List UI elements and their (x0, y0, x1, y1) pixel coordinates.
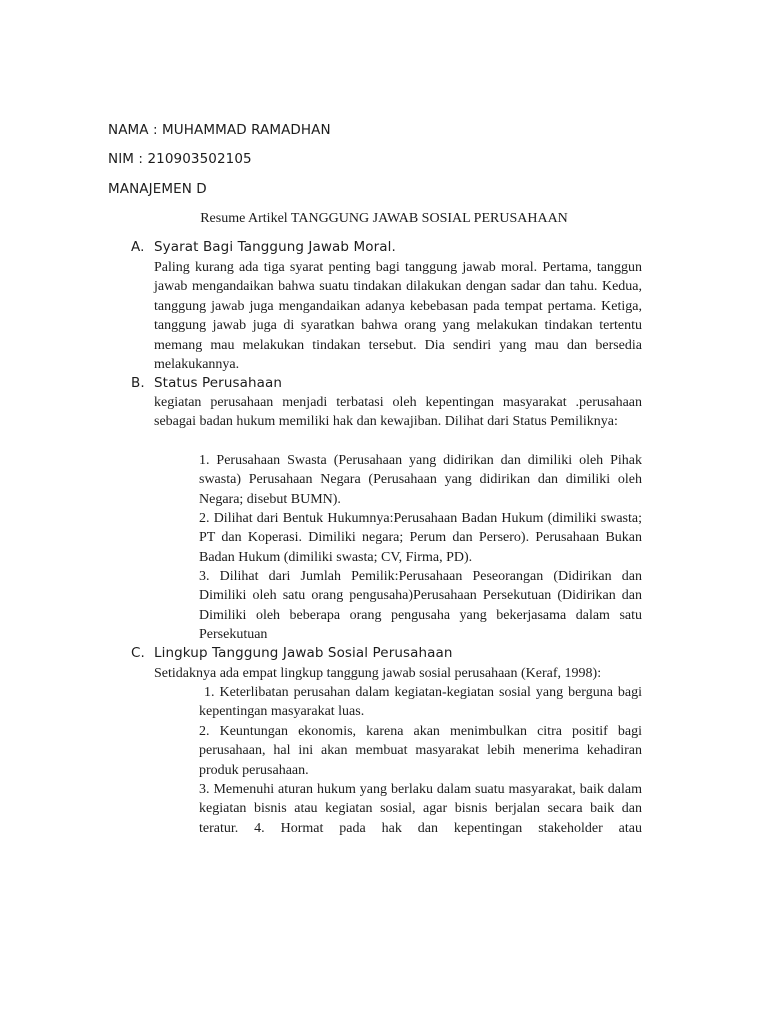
student-class: MANAJEMEN D (108, 181, 207, 197)
section-b-marker: B. (131, 375, 145, 391)
section-a-heading: Syarat Bagi Tanggung Jawab Moral. (154, 239, 396, 255)
student-name: NAMA : MUHAMMAD RAMADHAN (108, 122, 331, 138)
section-a-body: Paling kurang ada tiga syarat penting bagi tanggung jawab moral. Pertama, tanggun jawab mengandaikan bahwa suatu tindakan dilakukan dengan sadar dan tahu. Kedua, tanggung jawab juga mengandaikan adanya kebebasan pada tempat pertama. Ketiga, tanggung jawab juga di syaratkan bahwa orang yang melakukan tindakan tertentu memang mau melakukan tindakan tersebut. Dia sendiri yang mau dan bersedia melakukannya. (154, 260, 642, 373)
section-b-heading: Status Perusahaan (154, 375, 283, 391)
student-nim: NIM : 210903502105 (108, 151, 252, 167)
section-c-body: Setidaknya ada empat lingkup tanggung jawab sosial perusahaan (Keraf, 1998): (154, 666, 602, 681)
section-b-item-1: 1. Perusahaan Swasta (Perusahaan yang didirikan dan dimiliki oleh Pihak swasta) Perusahaan Negara (Perusahaan yang didirikan dan dimiliki oleh Negara; disebut BUMN). (199, 453, 642, 507)
section-c-item-2: 2. Keuntungan ekonomis, karena akan menimbulkan citra positif bagi perusahaan, hal ini akan membuat masyarakat lebih menerima kehadiran produk perusahaan. (199, 724, 642, 778)
section-a-marker: A. (131, 239, 145, 255)
section-c-heading: Lingkup Tanggung Jawab Sosial Perusahaan (154, 645, 453, 661)
section-c-item-3: 3. Memenuhi aturan hukum yang berlaku dalam suatu masyarakat, baik dalam kegiatan bisnis atau kegiatan sosial, agar bisnis berjalan secara baik dan teratur. 4. Hormat pada hak dan kepentingan stakeholder atau (199, 782, 642, 836)
section-c-item-1: 1. Keterlibatan perusahan dalam kegiatan-kegiatan sosial yang berguna bagi kepentingan masyarakat luas. (199, 685, 642, 720)
section-b-item-3: 3. Dilihat dari Jumlah Pemilik:Perusahaan Peseorangan (Didirikan dan Dimiliki oleh satu orang pengusaha)Perusahaan Persekutuan (Didirikan dan Dimiliki oleh beberapa orang pengusaha yang bekerjasama dalam satu Persekutuan (199, 569, 642, 643)
document-title: Resume Artikel TANGGUNG JAWAB SOSIAL PERUSAHAAN (200, 211, 568, 226)
section-c-marker: C. (131, 645, 145, 661)
section-b-item-2: 2. Dilihat dari Bentuk Hukumnya:Perusahaan Badan Hukum (dimiliki swasta; PT dan Koperasi. Dimiliki negara; Perum dan Persero). Perusahaan Bukan Badan Hukum (dimiliki swasta; CV, Firma, PD). (199, 511, 642, 565)
section-b-body: kegiatan perusahaan menjadi terbatasi oleh kepentingan masyarakat .perusahaan sebagai badan hukum memiliki hak dan kewajiban. Dilihat dari Status Pemiliknya: (154, 395, 642, 430)
